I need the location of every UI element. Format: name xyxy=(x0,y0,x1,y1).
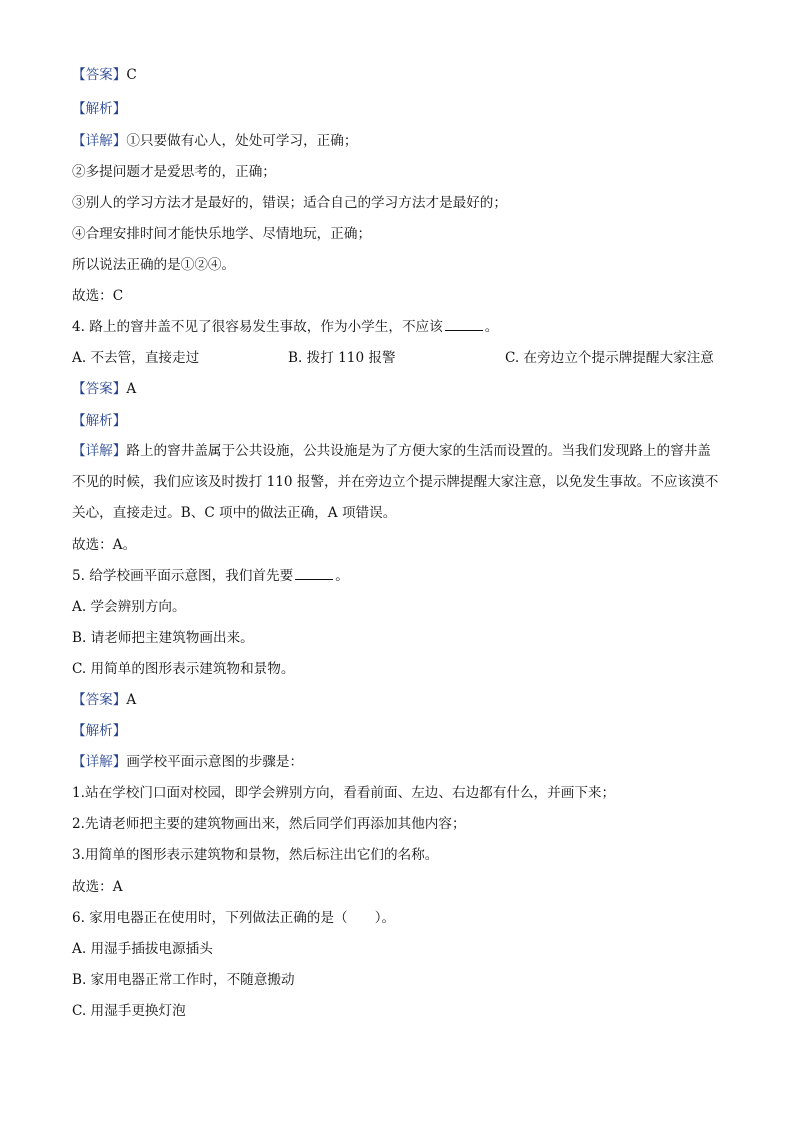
analysis-label: 【解析】 xyxy=(72,723,127,739)
q3-detail-line-1 xyxy=(72,132,357,150)
q3-detail-line-2: ②多提问题才是爱思考的，正确； xyxy=(72,164,276,180)
q5-conclusion: 故选：A xyxy=(72,879,123,895)
q4-stem xyxy=(72,318,498,336)
q5-stem-end: 。 xyxy=(335,568,349,584)
q4-option-a: A. 不去管，直接走过 xyxy=(72,350,200,366)
answer-label: 【答案】 xyxy=(72,692,127,708)
q5-analysis-line xyxy=(72,722,126,740)
q5-stem xyxy=(72,567,349,585)
q4-blank xyxy=(445,318,483,331)
q3-answer: C xyxy=(126,67,137,83)
answer-label: 【答案】 xyxy=(72,67,127,83)
q3-answer-line xyxy=(72,66,137,84)
q3-detail-line-4: ④合理安排时间才能快乐地学、尽情地玩，正确； xyxy=(72,226,372,242)
detail-label: 【详解】 xyxy=(72,133,127,149)
q5-option-b: B. 请老师把主建筑物画出来。 xyxy=(72,630,254,646)
q5-detail-line xyxy=(72,753,303,771)
q5-answer-line xyxy=(72,691,136,709)
q5-step-2: 2.先请老师把主要的建筑物画出来，然后同学们再添加其他内容； xyxy=(72,816,466,832)
q3-detail-1: ①只要做有心人，处处可学习，正确； xyxy=(126,133,358,149)
q5-blank xyxy=(295,567,333,580)
q4-detail: 路上的窨井盖属于公共设施，公共设施是为了方便大家的生活而设置的。当我们发现路上的窨井盖不见的时候，我们应该及时拨打 110 报警，并在旁边立个提示牌提醒大家注意，以免发生事故。不应该漠不关心，直接走过。B、C 项中的做法正确，A 项错误。 xyxy=(72,443,719,521)
q5-option-a: A. 学会辨别方向。 xyxy=(72,599,186,615)
q4-options-row xyxy=(72,349,732,367)
q6-option-c: C. 用湿手更换灯泡 xyxy=(72,1003,186,1019)
q5-stem-text: 5. 给学校画平面示意图，我们首先要 xyxy=(72,568,294,584)
analysis-label: 【解析】 xyxy=(72,413,127,429)
q4-stem-text: 4. 路上的窨井盖不见了很容易发生事故，作为小学生，不应该 xyxy=(72,319,443,335)
q6-option-a: A. 用湿手插拔电源插头 xyxy=(72,941,213,957)
q6-option-b: B. 家用电器正常工作时，不随意搬动 xyxy=(72,972,295,988)
q4-stem-end: 。 xyxy=(484,319,499,335)
q5-option-c: C. 用简单的图形表示建筑物和景物。 xyxy=(72,661,295,677)
q4-answer-line xyxy=(72,380,136,398)
q5-step-3: 3.用简单的图形表示建筑物和景物，然后标注出它们的名称。 xyxy=(72,847,439,863)
q4-answer: A xyxy=(126,381,137,397)
detail-label: 【详解】 xyxy=(72,443,127,459)
q4-detail-paragraph xyxy=(72,436,722,529)
q3-conclusion: 故选：C xyxy=(72,288,124,304)
q6-stem: 6. 家用电器正在使用时，下列做法正确的是（ ）。 xyxy=(72,910,396,926)
q5-detail-intro: 画学校平面示意图的步骤是： xyxy=(126,754,304,770)
q5-answer: A xyxy=(126,692,137,708)
q4-conclusion: 故选：A。 xyxy=(72,537,137,553)
q4-option-c: C. 在旁边立个提示牌提醒大家注意 xyxy=(505,350,714,366)
q4-option-b: B. 拨打 110 报警 xyxy=(288,350,396,366)
q3-detail-line-3: ③别人的学习方法才是最好的，错误；适合自己的学习方法才是最好的； xyxy=(72,195,507,211)
q5-step-1: 1.站在学校门口面对校园，即学会辨别方向，看看前面、左边、右边都有什么，并画下来； xyxy=(72,785,616,801)
q3-detail-line-5: 所以说法正确的是①②④。 xyxy=(72,257,236,273)
analysis-label: 【解析】 xyxy=(72,101,127,117)
answer-label: 【答案】 xyxy=(72,381,127,397)
q4-analysis-line xyxy=(72,412,126,430)
q3-analysis-line xyxy=(72,100,126,118)
detail-label: 【详解】 xyxy=(72,754,127,770)
